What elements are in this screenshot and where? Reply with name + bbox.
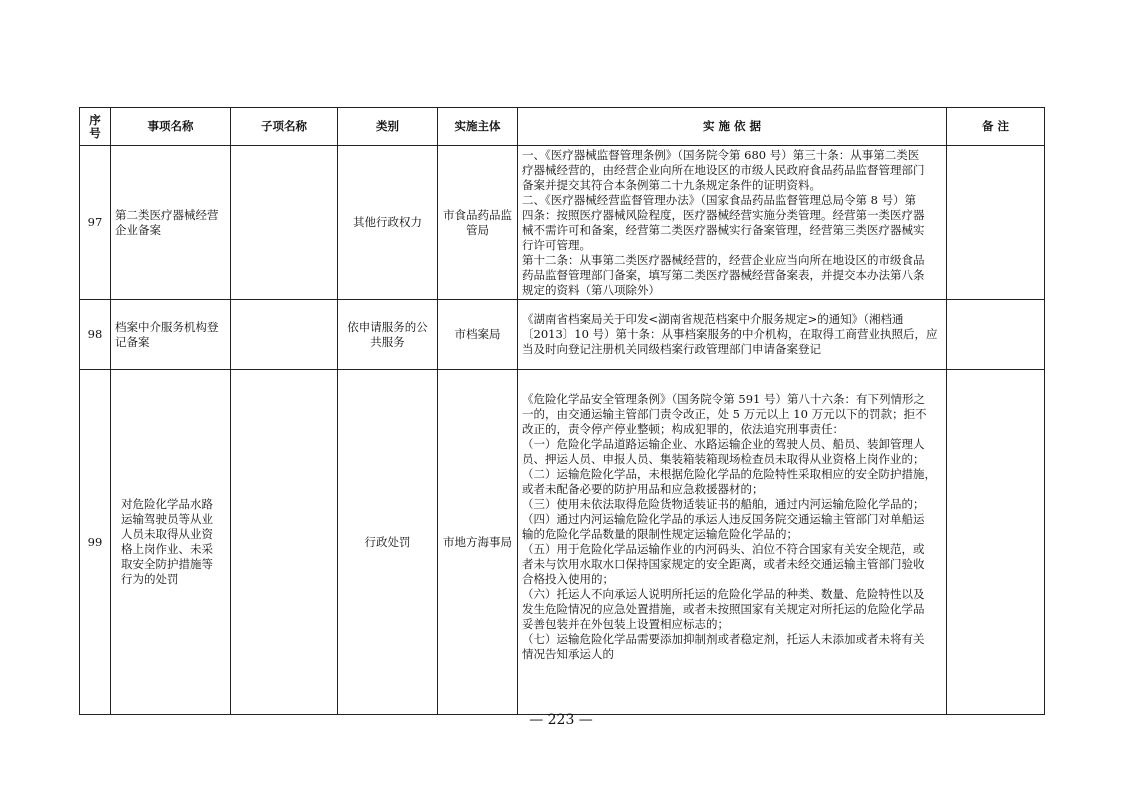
row-remarks <box>947 300 1045 370</box>
basis-line: 备案并提交其符合本条例第二十九条规定条件的证明资料。 <box>522 177 821 192</box>
table-row <box>80 370 1045 715</box>
basis-line: 行许可管理。 <box>522 237 591 252</box>
page-number: — 223 — <box>529 712 593 728</box>
basis-line: 疗器械经营的，由经营企业向所在地设区的市级人民政府食品药品监督管理部门 <box>522 162 925 177</box>
header-basis: 实 施 依 据 <box>518 108 947 146</box>
row-basis <box>518 300 947 370</box>
basis-line: 一的，由交通运输主管部门责令改正，处 5 万元以上 10 万元以下的罚款；拒不 <box>522 407 927 421</box>
row-seq: 99 <box>80 370 111 715</box>
basis-line: （六）托运人不向承运人说明所托运的危险化学品的种类、数量、危险特性以及 <box>522 587 925 601</box>
row-authority: 市食品药品监管局 <box>438 146 518 300</box>
basis-line: 员、押运人员、申报人员、集装箱装箱现场检查员未取得从业资格上岗作业的； <box>522 452 925 466</box>
basis-line: （四）通过内河运输危险化学品的承运人违反国务院交通运输主管部门对单船运 <box>522 512 925 526</box>
row-sub-item-name <box>231 300 338 370</box>
row-seq: 98 <box>80 300 111 370</box>
basis-line: （三）使用未依法取得危险货物适装证书的船舶，通过内河运输危险化学品的； <box>522 497 925 511</box>
basis-line: 械不需许可和备案，经营第二类医疗器械实行备案管理，经营第三类医疗器械实 <box>522 222 925 237</box>
basis-line: 情况告知承运人的 <box>522 647 614 661</box>
row-basis <box>518 146 947 300</box>
header-sub-item-name: 子项名称 <box>231 108 338 146</box>
basis-line: （一）危险化学品道路运输企业、水路运输企业的驾驶人员、船员、装卸管理人 <box>522 437 925 451</box>
table-row <box>80 300 1045 370</box>
header-remarks: 备 注 <box>947 108 1045 146</box>
basis-line: 或者未配备必要的防护用品和应急救援器材的； <box>522 482 764 496</box>
row-item-name: 档案中介服务机构登记备案 <box>111 300 231 370</box>
basis-line: 规定的资料（第八项除外） <box>522 282 660 297</box>
basis-line: 发生危险情况的应急处置措施，或者未按照国家有关规定对所托运的危险化学品 <box>522 602 925 616</box>
header-authority: 实施主体 <box>438 108 518 146</box>
row-item-name: 对危险化学品水路运输驾驶员等从业人员未取得从业资格上岗作业、未采取安全防护措施等行为的处罚 <box>111 370 231 715</box>
row-category: 依申请服务的公共服务 <box>338 300 438 370</box>
basis-line: （二）运输危险化学品，未根据危险化学品的危险特性采取相应的安全防护措施， <box>522 467 936 481</box>
row-basis <box>518 370 947 715</box>
row-remarks <box>947 146 1045 300</box>
basis-line: 妥善包装并在外包装上设置相应标志的； <box>522 617 729 631</box>
row-sub-item-name <box>231 370 338 715</box>
basis-line: 者未与饮用水取水口保持国家规定的安全距离，或者未经交通运输主管部门验收 <box>522 557 925 571</box>
row-authority: 市档案局 <box>438 300 518 370</box>
basis-line: 改正的，责令停产停业整顿；构成犯罪的，依法追究刑事责任： <box>522 422 844 436</box>
basis-line: 第十二条：从事第二类医疗器械经营的，经营企业应当向所在地设区的市级食品 <box>522 252 925 267</box>
header-category: 类别 <box>338 108 438 146</box>
basis-line: 当及时向登记注册机关同级档案行政管理部门申请备案登记 <box>522 342 821 356</box>
row-seq: 97 <box>80 146 111 300</box>
basis-line: 输的危险化学品数量的限制性规定运输危险化学品的； <box>522 527 798 541</box>
basis-line: 药品监督管理部门备案，填写第二类医疗器械经营备案表，并提交本办法第八条 <box>522 267 925 282</box>
table-header-row <box>80 108 1045 146</box>
basis-line: （七）运输危险化学品需要添加抑制剂或者稳定剂，托运人未添加或者未将有关 <box>522 632 925 646</box>
header-item-name: 事项名称 <box>111 108 231 146</box>
basis-line: （五）用于危险化学品运输作业的内河码头、泊位不符合国家有关安全规范，或 <box>522 542 925 556</box>
row-remarks <box>947 370 1045 715</box>
basis-line: 《湖南省档案局关于印发<湖南省规范档案中介服务规定>的通知》（湘档通 <box>522 312 904 326</box>
row-item-name: 第二类医疗器械经营企业备案 <box>111 146 231 300</box>
header-seq: 序号 <box>80 108 111 146</box>
basis-line: 四条：按照医疗器械风险程度，医疗器械经营实施分类管理。经营第一类医疗器 <box>522 207 925 222</box>
basis-line: 一、《医疗器械监督管理条例》（国务院令第 680 号）第三十条：从事第二类医 <box>522 147 920 162</box>
powers-list-table <box>79 107 1045 715</box>
basis-line: 〔2013〕10 号）第十条：从事档案服务的中介机构，在取得工商营业执照后，应 <box>522 327 938 341</box>
row-category: 其他行政权力 <box>338 146 438 300</box>
row-category: 行政处罚 <box>338 370 438 715</box>
row-authority: 市地方海事局 <box>438 370 518 715</box>
table-row <box>80 146 1045 300</box>
basis-line: 二、《医疗器械经营监督管理办法》（国家食品药品监督管理总局令第 8 号）第 <box>522 192 917 207</box>
basis-line: 《危险化学品安全管理条例》（国务院令第 591 号）第八十六条：有下列情形之 <box>522 392 926 406</box>
row-sub-item-name <box>231 146 338 300</box>
basis-line: 合格投入使用的； <box>522 572 614 586</box>
